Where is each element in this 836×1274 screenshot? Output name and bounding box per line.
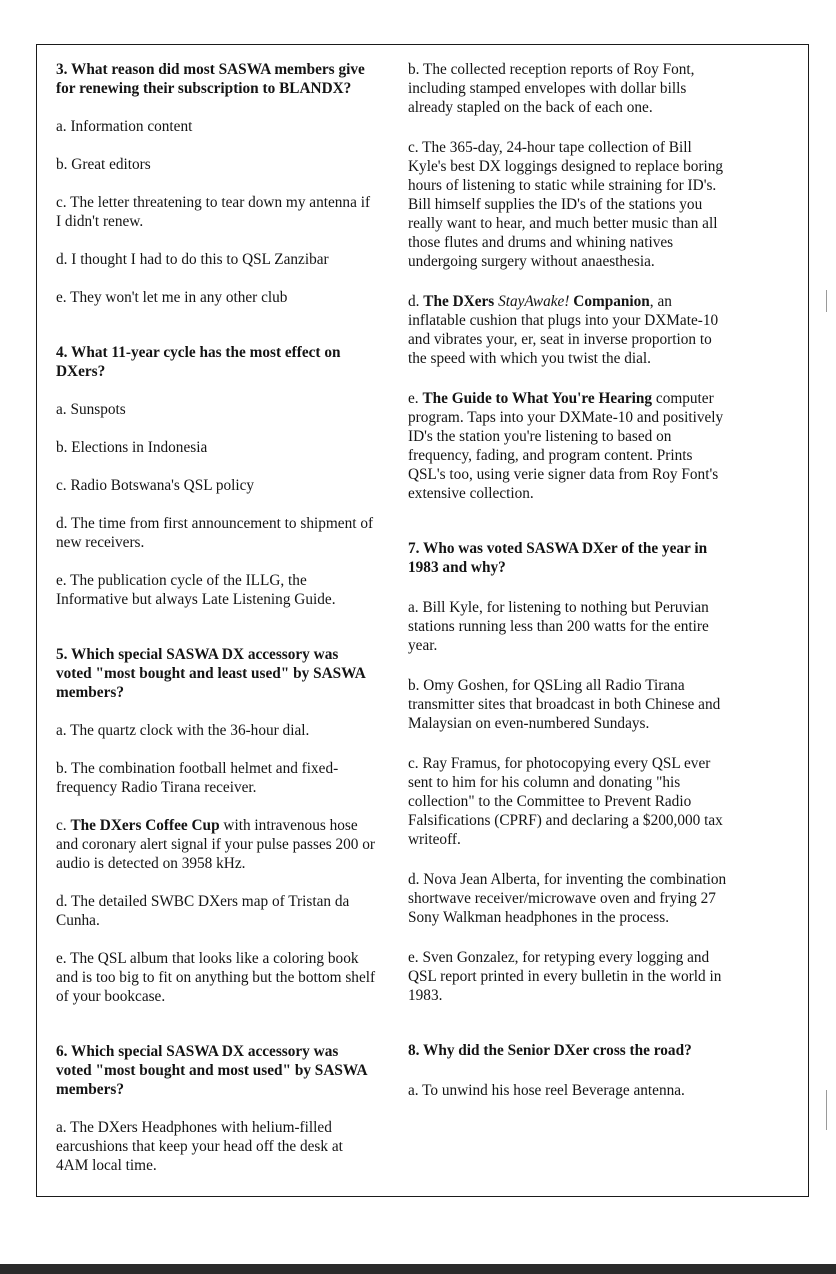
q6-answer-c: c. The 365-day, 24-hour tape collection of Bill Kyle's best DX loggings designed to replace boring hours of listening to static while straining for ID's. Bill himself supplies the ID's of the stations you really want to hear, and much better music than all those flutes and drums and whining natives undergoing surgery without anaesthesia. — [408, 139, 724, 270]
q4-answer-e: e. The publication cycle of the ILLG, the Informative but always Late Listening Guide. — [56, 572, 336, 608]
q3-answer-a: a. Information content — [56, 118, 193, 135]
q3-answer-b: b. Great editors — [56, 156, 151, 173]
q5-answer-a: a. The quartz clock with the 36-hour dial. — [56, 722, 310, 739]
q5-answer-c — [56, 816, 376, 873]
q7-answer-b: b. Omy Goshen, for QSLing all Radio Tirana transmitter sites that broadcast in both Chinese and Malaysian on even-numbered Sundays. — [408, 677, 721, 732]
q8-answer-a: a. To unwind his hose reel Beverage antenna. — [408, 1082, 685, 1099]
q5-answer-d: d. The detailed SWBC DXers map of Tristan da Cunha. — [56, 893, 350, 929]
q6e-product-name: The Guide to What You're Hearing — [422, 390, 653, 407]
q6e-description: computer program. Taps into your DXMate-10 and positively ID's the station you're listening to based on frequency, fading, and program content. Prints QSL's too, using verie signer data from Roy Font's extensive collection. — [408, 390, 724, 502]
q6-answer-a: a. The DXers Headphones with helium-filled earcushions that keep your head off the desk at 4AM local time. — [56, 1119, 343, 1174]
q3-answer-d: d. I thought I had to do this to QSL Zanzibar — [56, 251, 329, 268]
q6-answer-b: b. The collected reception reports of Roy Font, including stamped envelopes with dollar bills already stapled on the back of each one. — [408, 61, 695, 116]
q7-answer-e: e. Sven Gonzalez, for retyping every logging and QSL report printed in every bulletin in the world in 1983. — [408, 949, 722, 1004]
q6d-product-italic: StayAwake! — [498, 293, 570, 310]
q3-answer-e: e. They won't let me in any other club — [56, 289, 288, 306]
q4-answer-b: b. Elections in Indonesia — [56, 439, 208, 456]
q5c-description: with intravenous hose and coronary alert signal if your pulse passes 200 or audio is detected on 3958 kHz. — [56, 817, 376, 872]
q4-answer-a: a. Sunspots — [56, 401, 126, 418]
q7-answer-d: d. Nova Jean Alberta, for inventing the combination shortwave receiver/microwave oven and frying 27 Sony Walkman headphones in the process. — [408, 871, 727, 926]
right-column — [408, 60, 730, 1100]
q5-answer-e: e. The QSL album that looks like a coloring book and is too big to fit on anything but the bottom shelf of your bookcase. — [56, 950, 376, 1005]
scan-edge-mark — [826, 1090, 827, 1130]
q4-answer-d: d. The time from first announcement to shipment of new receivers. — [56, 515, 374, 551]
q6d-product-name-2: Companion — [569, 293, 650, 310]
q6d-product-name-1: The DXers — [423, 293, 499, 310]
question-8: 8. Why did the Senior DXer cross the road? — [408, 1042, 692, 1059]
q7-answer-c: c. Ray Framus, for photocopying every QSL ever sent to him for his column and donating "his collection" to the Committee to Prevent Radio Falsifications (CPRF) and declaring a $200,000 tax writeoff. — [408, 755, 723, 848]
question-5: 5. Which special SASWA DX accessory was voted "most bought and least used" by SASWA members? — [56, 646, 365, 701]
q6e-prefix: e. — [408, 390, 423, 407]
q5c-product-name: The DXers Coffee Cup — [70, 817, 220, 834]
q6-answer-d — [408, 292, 730, 368]
scan-bottom-edge — [0, 1264, 836, 1274]
question-4: 4. What 11-year cycle has the most effect on DXers? — [56, 344, 341, 380]
q7-answer-a: a. Bill Kyle, for listening to nothing but Peruvian stations running less than 200 watts for the entire year. — [408, 599, 709, 654]
question-3: 3. What reason did most SASWA members give for renewing their subscription to BLANDX? — [56, 61, 365, 97]
scan-edge-mark — [826, 290, 827, 312]
question-7: 7. Who was voted SASWA DXer of the year in 1983 and why? — [408, 540, 708, 576]
q5-answer-b: b. The combination football helmet and fixed-frequency Radio Tirana receiver. — [56, 760, 339, 796]
q6d-description: , an inflatable cushion that plugs into your DXMate-10 and vibrates your, er, seat in inverse proportion to the speed with which you twist the dial. — [408, 293, 719, 367]
q5c-prefix: c. — [56, 817, 71, 834]
q3-answer-c: c. The letter threatening to tear down my antenna if I didn't renew. — [56, 194, 371, 230]
question-6: 6. Which special SASWA DX accessory was voted "most bought and most used" by SASWA members? — [56, 1043, 367, 1098]
left-column — [56, 60, 376, 1175]
q4-answer-c: c. Radio Botswana's QSL policy — [56, 477, 255, 494]
q6d-prefix: d. — [408, 293, 424, 310]
q6-answer-e — [408, 389, 730, 503]
